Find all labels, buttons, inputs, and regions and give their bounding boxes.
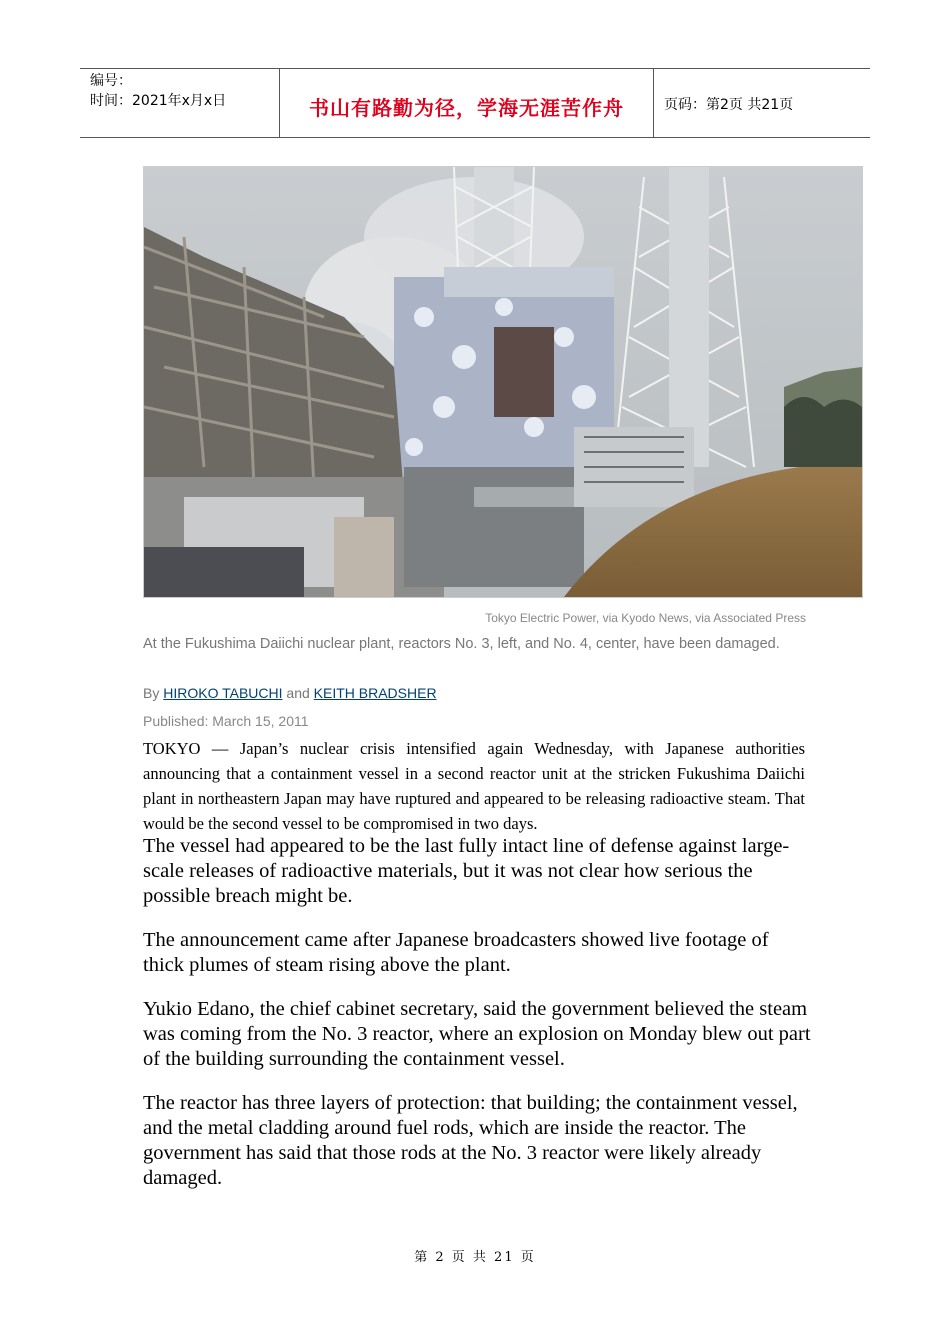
lead-paragraph: TOKYO — Japan’s nuclear crisis intensified again Wednesday, with Japanese authorities announcing that a containment vessel in a second reactor unit at the stricken Fukushima Daiichi plant in northeastern Japan may have ruptured and appeared to be releasing radioactive steam. That would be the second vessel to be compromised in two days. xyxy=(143,739,805,833)
author-link-tabuchi[interactable]: HIROKO TABUCHI xyxy=(163,685,283,701)
article-body xyxy=(143,834,813,1210)
byline xyxy=(143,685,437,701)
article-paragraph: The announcement came after Japanese broadcasters showed live footage of thick plumes of steam rising above the plant. xyxy=(143,929,769,976)
byline-and: and xyxy=(286,685,310,701)
document-time-label: 时间：2021年x月x日 xyxy=(90,93,227,109)
reactor-damage-image xyxy=(144,167,862,597)
published-date: Published: March 15, 2011 xyxy=(143,713,309,729)
header-meta xyxy=(80,69,280,137)
article-paragraph: The vessel had appeared to be the last fully intact line of defense against large-scale releases of radioactive materials, but it was not clear how serious the possible breach might be. xyxy=(143,835,790,907)
document-header xyxy=(80,68,870,138)
header-motto-cell xyxy=(280,69,654,137)
photo-caption: At the Fukushima Daiichi nuclear plant, reactors No. 3, left, and No. 4, center, have been damaged. xyxy=(143,636,780,652)
author-link-bradsher[interactable]: KEITH BRADSHER xyxy=(313,685,437,701)
document-number-label: 编号： xyxy=(90,73,132,89)
page-footer: 第 2 页 共 21 页 xyxy=(414,1250,536,1265)
byline-by: By xyxy=(143,685,160,701)
news-photo xyxy=(143,166,863,598)
article-paragraph: Yukio Edano, the chief cabinet secretary, said the government believed the steam was coming from the No. 3 reactor, where an explosion on Monday blew out part of the building surrounding the containment vessel. xyxy=(143,998,811,1070)
header-motto: 书山有路勤为径，学海无涯苦作舟 xyxy=(309,95,624,120)
header-page-info: 页码：第2页 共21页 xyxy=(664,97,794,113)
photo-credit: Tokyo Electric Power, via Kyodo News, via Associated Press xyxy=(485,611,806,625)
article-paragraph: The reactor has three layers of protection: that building; the containment vessel, and the metal cladding around fuel rods, which are inside the reactor. The government has said that those rods at the No. 3 reactor were likely already damaged. xyxy=(143,1092,798,1189)
